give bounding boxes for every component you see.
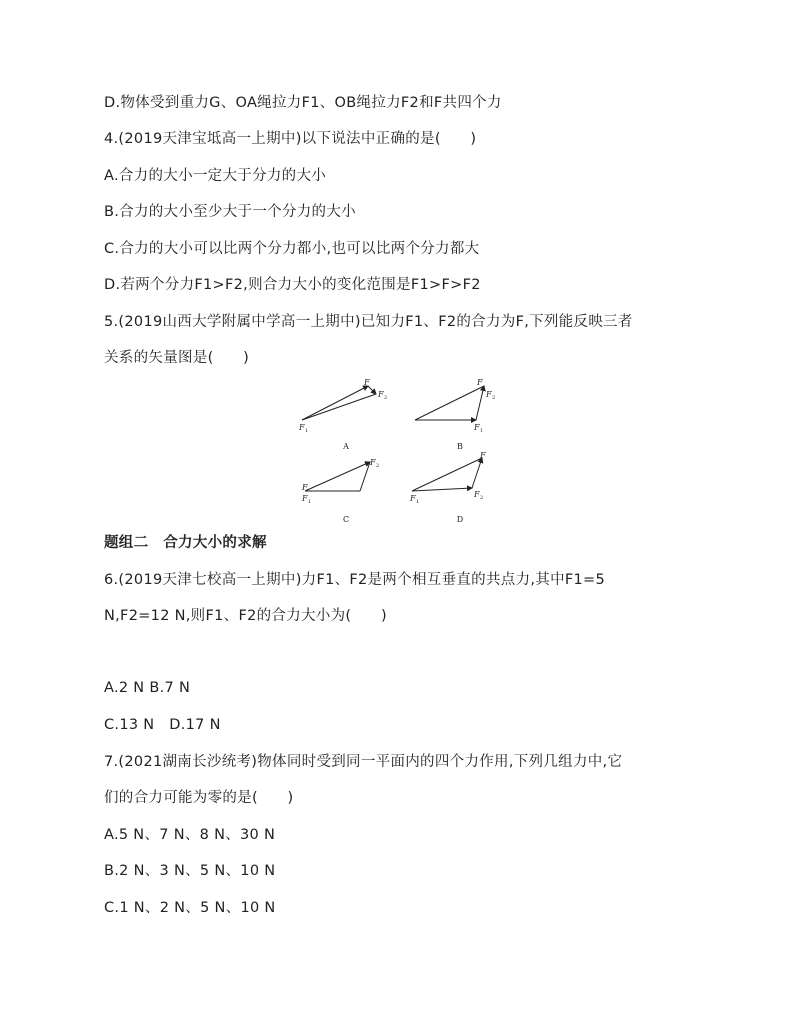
label-c-f1-sub: 1 [308, 499, 312, 505]
label-d-f: F [480, 451, 486, 460]
label-a-f1: F [299, 423, 305, 432]
option-label-d: D [456, 515, 464, 524]
label-c-f2: F [370, 458, 376, 467]
group2-heading: 题组二 合力大小的求解 [104, 535, 267, 551]
q6-stem-line1: 6.(2019天津七校高一上期中)力F1、F2是两个相互垂直的共点力,其中F1=5 [104, 572, 606, 588]
q6-options-cd: C.13 N D.17 N [104, 717, 221, 733]
diagram-b [415, 386, 484, 420]
q4-stem: 4.(2019天津宝坻高一上期中)以下说法中正确的是( ) [104, 131, 477, 147]
option-label-c: C [342, 515, 350, 524]
label-c-f1: F [302, 494, 308, 503]
label-d-f1: F [410, 494, 416, 503]
label-b-f1: F [474, 423, 480, 432]
q3-option-d: D.物体受到重力G、OA绳拉力F1、OB绳拉力F2和F共四个力 [104, 95, 502, 111]
q7-option-b: B.2 N、3 N、5 N、10 N [104, 863, 276, 879]
q5-stem-line1: 5.(2019山西大学附属中学高一上期中)已知力F1、F2的合力为F,下列能反映三者 [104, 314, 633, 330]
diagram-d [412, 458, 482, 491]
q4-option-a: A.合力的大小一定大于分力的大小 [104, 168, 327, 184]
diagram-a [302, 386, 376, 420]
q7-option-c: C.1 N、2 N、5 N、10 N [104, 900, 276, 916]
label-b-f2-sub: 2 [492, 395, 496, 401]
q7-stem-line2: 们的合力可能为零的是( ) [104, 790, 294, 806]
label-a-f1-sub: 1 [305, 428, 309, 434]
q5-stem-line2: 关系的矢量图是( ) [104, 350, 250, 366]
q7-option-a: A.5 N、7 N、8 N、30 N [104, 827, 276, 843]
q4-option-d: D.若两个分力F1>F2,则合力大小的变化范围是F1>F>F2 [104, 277, 481, 293]
label-d-f2-sub: 2 [480, 495, 484, 501]
label-c-f2-sub: 2 [376, 463, 380, 469]
label-c-f: F [302, 483, 308, 492]
label-a-f: F [364, 378, 370, 387]
diagram-c [305, 462, 370, 491]
label-b-f2: F [486, 390, 492, 399]
q6-stem-line2: N,F2=12 N,则F1、F2的合力大小为( ) [104, 608, 387, 624]
q4-option-b: B.合力的大小至少大于一个分力的大小 [104, 204, 356, 220]
label-b-f1-sub: 1 [480, 428, 484, 434]
label-a-f2-sub: 2 [384, 395, 388, 401]
q7-stem-line1: 7.(2021湖南长沙统考)物体同时受到同一平面内的四个力作用,下列几组力中,它 [104, 754, 623, 770]
vector-diagram [290, 376, 510, 526]
label-d-f1-sub: 1 [416, 499, 420, 505]
q6-options-ab: A.2 N B.7 N [104, 680, 191, 696]
option-label-b: B [457, 442, 463, 451]
label-a-f2: F [378, 390, 384, 399]
label-d-f2: F [474, 490, 480, 499]
q4-option-c: C.合力的大小可以比两个分力都小,也可以比两个分力都大 [104, 241, 480, 257]
label-b-f: F [477, 378, 483, 387]
option-label-a: A [343, 442, 349, 451]
